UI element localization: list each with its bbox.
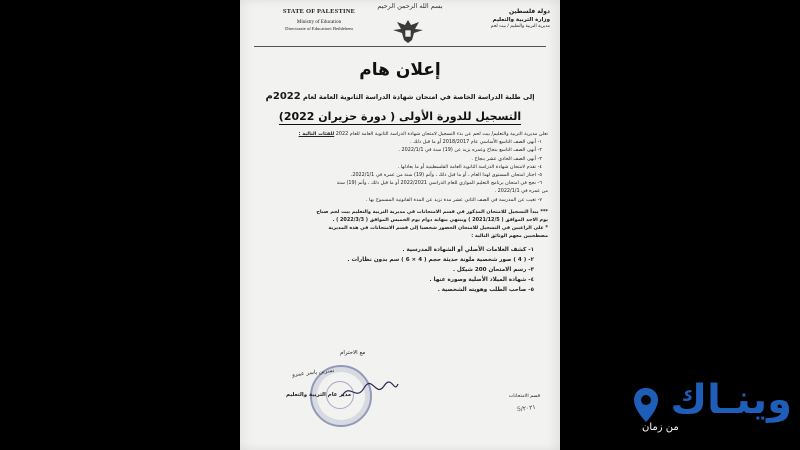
note-line: مصطحبين معهم الوثائق التالية : xyxy=(471,233,548,240)
list-item: ٣- أنهى الصف الحادي عشر بنجاح . xyxy=(471,155,542,162)
note-line: * على الراغبين في التسجيل للامتحان الحضور شخصيا إلى قسم الامتحانات في هذه المديرية xyxy=(328,225,548,232)
palestine-eagle-emblem-icon xyxy=(390,18,426,44)
handwritten-note: 5/٢٠٢١ xyxy=(516,403,537,414)
watermark-word: وينـاك xyxy=(670,377,792,423)
signatory-title: مدير عام التربية والتعليم xyxy=(286,392,352,398)
exams-department: قسم الامتحانات xyxy=(508,394,540,399)
header-divider xyxy=(254,46,546,47)
document-body xyxy=(254,130,548,295)
watermark-subtitle: من زمان xyxy=(642,422,679,433)
announcement-document xyxy=(240,0,560,450)
list-item: ٢- أنهى الصف التاسع بنجاح وعمره يزيد عن (19) سنة في 2022/1/1 . xyxy=(398,147,542,154)
subtitle-text: إلى طلبة الدراسة الخاصة في امتحان شهادة الدراسة الثانوية العامة لعام xyxy=(303,93,535,101)
ministry-name-ar: وزارة التربية والتعليم xyxy=(492,17,550,23)
header-english xyxy=(260,8,378,31)
location-pin-icon xyxy=(632,386,660,426)
document-title: إعلان هام xyxy=(359,60,441,80)
subtitle-year: 2022م xyxy=(265,91,301,102)
state-name-ar: دولة فلسطين xyxy=(509,8,550,15)
document-subtitle xyxy=(246,91,554,102)
doc-item: ١- كشف العلامات الأصلي أو الشهادة المدرسية . xyxy=(402,246,534,253)
intro-line xyxy=(254,130,548,138)
directorate-name-ar: مديرية التربية والتعليم / بيت لحم xyxy=(490,24,550,29)
state-name: STATE OF PALESTINE xyxy=(282,8,356,15)
basmala: بسم الله الرحمن الرحيم xyxy=(377,2,443,10)
directorate-name: Directorate of Education\ Bethlehem xyxy=(285,26,353,31)
list-item: ٦- نجح في امتحان برنامج التعليم الموازي للعام الدراسي 2022/2021 أو ما قبل ذلك ، وأتم (19) سنة xyxy=(336,180,542,187)
list-item: ٧- تغيب عن المدرسة في الصف الثاني عشر مدة تزيد عن المدة القانونية المسموح بها . xyxy=(365,196,542,203)
doc-item: ٤- شهادة الميلاد الأصلية وصورة عنها . xyxy=(429,276,534,283)
doc-item: ٥- صاحب الطلب وهويته الشخصية . xyxy=(437,286,534,293)
closing-greeting: مع الاحترام xyxy=(340,350,366,356)
signatory-name: نسرين ياسر عمرو xyxy=(291,367,335,379)
intro-text: تعلن مديرية التربية والتعليم/ بيت لحم عن بدء التسجيل لامتحان شهادة الدراسة الثانوية العامة للعام 2022 xyxy=(335,131,548,137)
ministry-name: Ministry of Education xyxy=(296,20,342,25)
list-item: ٤- تقدم لامتحان شهادة الدراسة الثانوية العامة الفلسطينية أو ما يعادلها . xyxy=(397,163,542,170)
note-line: *** يبدأ التسجيل للامتحان المذكور في قسم الامتحانات في مديرية التربية والتعليم بيت لحم صباح xyxy=(316,208,548,215)
site-watermark xyxy=(632,378,792,438)
header-arabic xyxy=(440,8,550,29)
list-item: من عمره في 2022/1/1 . xyxy=(494,188,548,195)
note-line: يوم الاحد الموافق ( 2021/12/5 ) وينتهي بنهاية دوام يوم الخميس الموافق ( 2022/3/3 ) . xyxy=(332,217,548,224)
signature-scribble xyxy=(340,378,400,404)
doc-item: ٣- رسم الامتحان 200 شيكل . xyxy=(452,266,534,273)
intro-categories: للفئات التالية : xyxy=(298,131,335,137)
registration-text: التسجيل للدورة الأولى ( دورة حزيران 2022) xyxy=(278,110,522,123)
list-item: ١- أنهى الصف التاسع الأساسي عام 2018/2017 أو ما قبل ذلك . xyxy=(410,139,542,146)
registration-heading xyxy=(240,110,560,123)
list-item: ٥- اجتاز امتحان المستوى لهذا العام ، أو ما قبل ذلك ، وأتم (19) سنة من عمره في 2022/1/1. xyxy=(350,172,542,179)
doc-item: ٢- ( 4 ) صور شخصية ملونة حديثة حجم ( 4 × 6 ) سم بدون نظارات . xyxy=(347,256,534,263)
